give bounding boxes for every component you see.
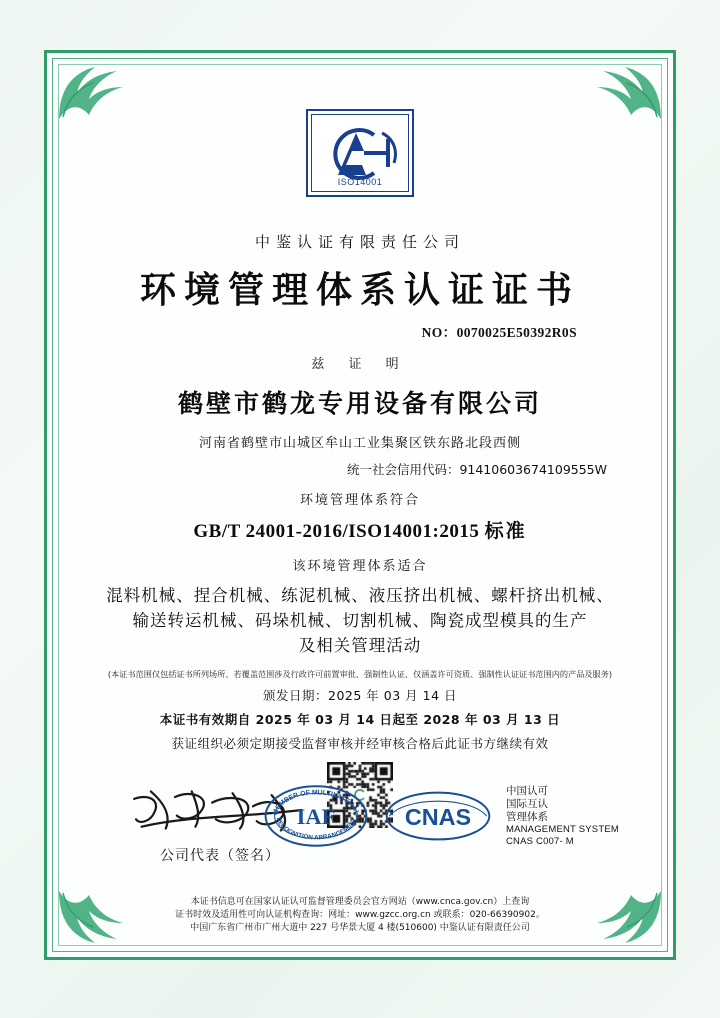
- footer-line: 本证书信息可在国家认证认可监督管理委员会官方网站（www.cnca.gov.cn）上查询: [190, 897, 530, 907]
- cnas-en-line: CNAS C007- M: [505, 835, 574, 847]
- supervision-note: 获证组织必须定期接受监督审核并经审核合格后此证书方继续有效: [171, 736, 549, 751]
- accreditation-marks: [262, 783, 619, 849]
- credit-code: 统一社会信用代码：91410603674109555W: [346, 462, 607, 477]
- footer-line: 中国广东省广州市广州大道中 227 号华景大厦 4 楼(510600) 中鉴认证有限责任公司: [190, 923, 530, 933]
- scope-line: 混料机械、捏合机械、练泥机械、液压挤出机械、螺杆挤出机械、: [106, 586, 614, 605]
- cnas-cn-line: 管理体系: [505, 810, 548, 823]
- standard-code: GB/T 24001-2016/ISO14001:2015: [193, 521, 480, 542]
- cnas-caption: [506, 785, 619, 848]
- standard-suffix: 标准: [484, 520, 527, 542]
- company-address: 河南省鹤壁市山城区牟山工业集聚区铁东路北段西侧: [198, 436, 521, 451]
- svg-text:IAF: IAF: [296, 804, 336, 830]
- certificate-number: NO：0070025E50392R0S: [421, 325, 577, 340]
- logo-frame-inner: [311, 114, 409, 192]
- certificate-border: [44, 50, 676, 960]
- standard-line: [47, 516, 673, 543]
- issue-date: 颁发日期：2025 年 03 月 14 日: [263, 688, 457, 703]
- logo-frame: [306, 109, 414, 197]
- cnas-cn-line: 国际互认: [505, 797, 548, 810]
- cnas-cn-line: 中国认可: [505, 784, 548, 797]
- svg-text:RECOGNITION ARRANGEMENT: RECOGNITION ARRANGEMENT: [274, 816, 358, 842]
- footer-note: [81, 896, 639, 935]
- issuer-name: 中鉴认证有限责任公司: [254, 233, 465, 251]
- footer-line: 证书时效及适用性可向认证机构查询：网址：www.gzcc.org.cn 或联系：020-66390902。: [175, 910, 545, 920]
- scope-line: 及相关管理活动: [298, 636, 422, 655]
- company-name: 鹤壁市鹤龙专用设备有限公司: [177, 389, 542, 418]
- scope-heading: 该环境管理体系适合: [292, 559, 428, 574]
- iaf-mark-icon: [262, 783, 370, 849]
- scope-text: [47, 583, 673, 658]
- scope-note: (本证书范围仅包括证书所列场所、若覆盖范围涉及行政许可前置审批、强制性认证、仅涵盖许可资质、强制性认证证书范围内的产品及服务): [107, 670, 613, 680]
- svg-text:MEMBER OF MULTILATERAL: MEMBER OF MULTILATERAL: [271, 789, 361, 817]
- scope-line: 输送转运机械、码垛机械、切割机械、陶瓷成型模具的生产: [132, 611, 588, 630]
- cnca-logo: [47, 109, 673, 197]
- conformance-label: 环境管理体系符合: [299, 493, 420, 508]
- cnas-en-line: MANAGEMENT SYSTEM: [505, 823, 619, 835]
- certificate-content: [47, 53, 673, 957]
- signature-label: 公司代表（签名）: [160, 848, 280, 864]
- signature-and-marks: [47, 757, 673, 865]
- hereby-certify-label: 兹 证 明: [311, 357, 409, 372]
- cnas-mark-icon: [384, 788, 492, 844]
- svg-text:CNAS: CNAS: [404, 804, 472, 830]
- logo-iso-label: ISO14001: [337, 177, 383, 187]
- validity-period: 本证书有效期自 2025 年 03 月 14 日起至 2028 年 03 月 13 日: [159, 712, 561, 727]
- certificate-title: 环境管理体系认证证书: [139, 270, 580, 311]
